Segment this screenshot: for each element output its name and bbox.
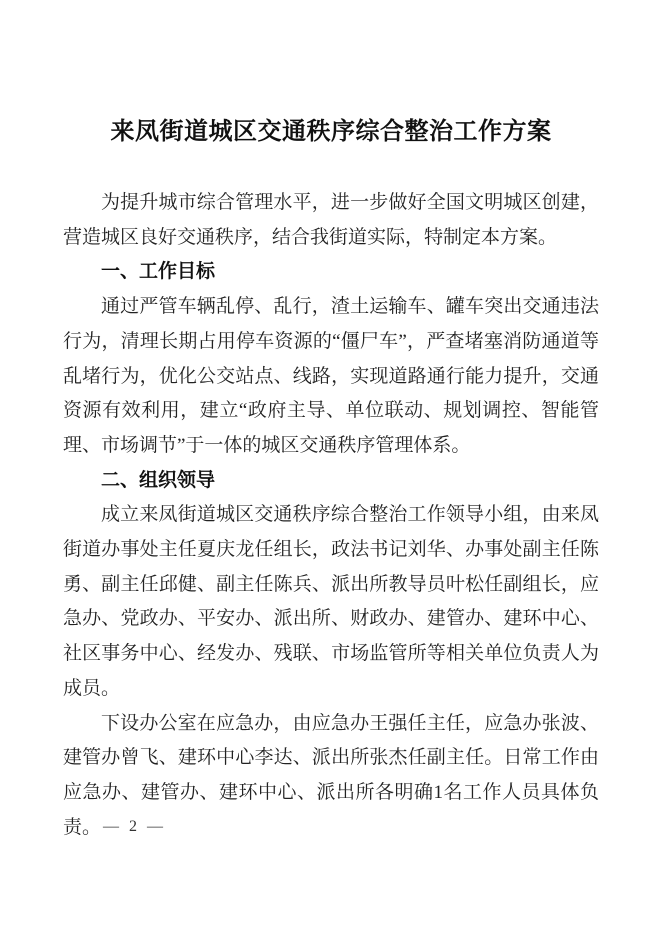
section-heading-work-goals: 一、工作目标 [101,261,216,283]
document-body [63,186,599,845]
work-goals-paragraph: 通过严管车辆乱停、乱行，渣土运输车、罐车突出交通违法行为，清理长期占用停车资源的“僵尸车”，严查堵塞消防通道等乱堵行为，优化公交站点、线路，实现道路通行能力提升，交通资源有效利用，建立“政府主导、单位联动、规划调控、智能管理、市场调节”于一体的城区交通秩序管理体系。 [63,296,599,456]
page-number: — 2 — [103,818,166,835]
organization-paragraph: 成立来凤街道城区交通秩序综合整治工作领导小组，由来凤街道办事处主任夏庆龙任组长，政法书记刘华、办事处副主任陈勇、副主任邱健、副主任陈兵、派出所教导员叶松任副组长，应急办、党政办、平安办、派出所、财政办、建管办、建环中心、社区事务中心、经发办、残联、市场监管所等相关单位负责人为成员。 [63,504,599,699]
document-title: 来凤街道城区交通秩序综合整治工作方案 [110,119,552,145]
office-setup-paragraph: 下设办公室在应急办，由应急办王强任主任，应急办张波、建管办曾飞、建环中心李达、派出所张杰任副主任。日常工作由应急办、建管办、建环中心、派出所各明确1名工作人员具体负责。 [63,712,599,838]
intro-paragraph: 为提升城市综合管理水平，进一步做好全国文明城区创建，营造城区良好交通秩序，结合我街道实际，特制定本方案。 [63,192,599,248]
section-heading-organization: 二、组织领导 [101,469,216,491]
